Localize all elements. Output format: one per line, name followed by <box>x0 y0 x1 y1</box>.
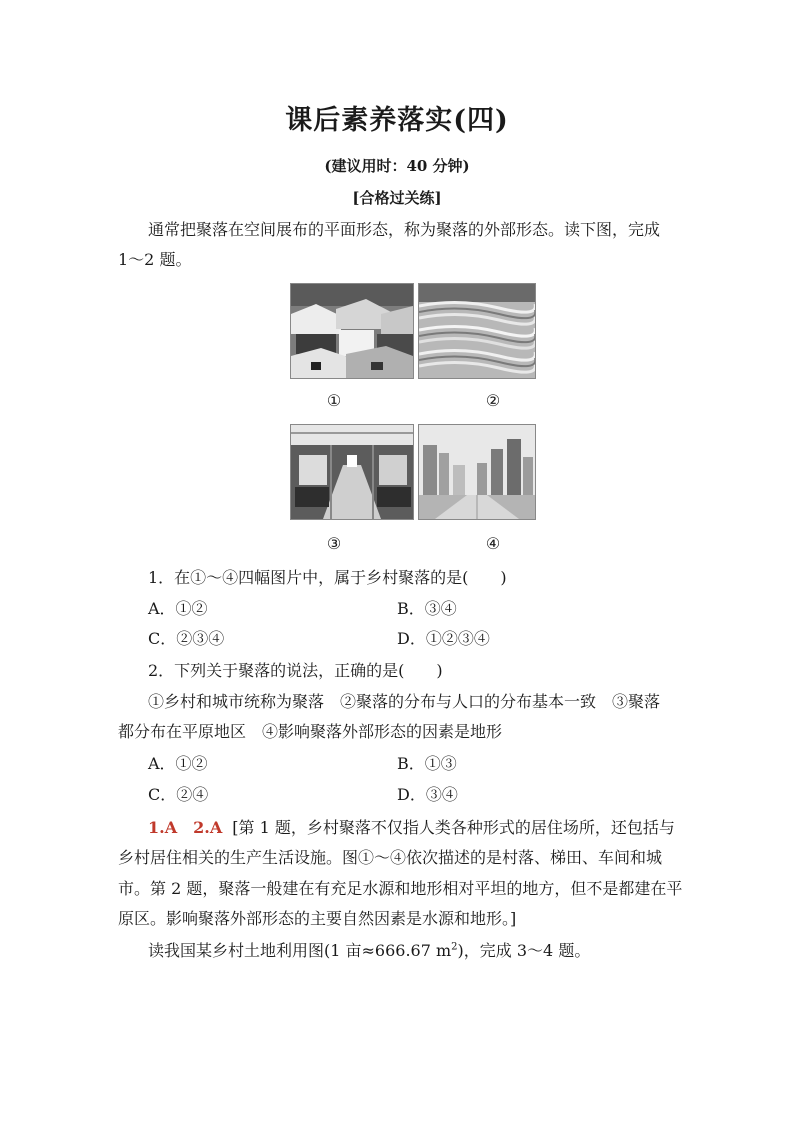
village-photo <box>290 283 414 379</box>
figure-label-2: ② <box>485 391 501 410</box>
q2-option-c: C．②④ <box>148 785 209 804</box>
answer-line1 <box>148 815 675 838</box>
page-title: 课后素养落实(四) <box>285 105 509 136</box>
question-2-stem: 2．下列关于聚落的说法，正确的是( ) <box>148 661 443 680</box>
figure-label-4: ④ <box>485 534 501 553</box>
next-intro-part1: 读我国某乡村土地利用图(1 亩≈666.67 m <box>148 941 452 960</box>
city-photo <box>418 424 536 520</box>
section-heading: [合格过关练] <box>352 189 442 207</box>
intro-text-line1: 通常把聚落在空间展布的平面形态，称为聚落的外部形态。读下图，完成 <box>148 220 661 239</box>
answer-line4: 原区。影响聚落外部形态的主要自然因素是水源和地形。] <box>118 909 517 928</box>
answer-line3: 市。第 2 题，聚落一般建在有充足水源和地形相对平坦的地方，但不是都建在平 <box>118 879 683 898</box>
q2-option-b: B．①③ <box>397 754 457 773</box>
answer-explanation-start: [第 1 题，乡村聚落不仅指人类各种形式的居住场所，还包括与 <box>232 818 675 837</box>
time-suggestion: (建议用时：40 分钟) <box>324 157 470 175</box>
q1-option-d: D．①②③④ <box>397 629 490 648</box>
q1-option-c: C．②③④ <box>148 629 225 648</box>
figure-label-3: ③ <box>326 534 342 553</box>
answer-line2: 乡村居住相关的生产生活设施。图①～④依次描述的是村落、梯田、车间和城 <box>118 848 663 867</box>
next-intro-superscript: 2 <box>451 941 458 953</box>
workshop-photo <box>290 424 414 520</box>
next-intro-text <box>148 938 590 961</box>
q1-option-b: B．③④ <box>397 599 457 618</box>
answer-key: 1.A 2.A <box>148 818 223 837</box>
intro-text-line2: 1～2 题。 <box>118 250 192 269</box>
terrace-photo <box>418 283 536 379</box>
q2-option-a: A．①② <box>148 754 208 773</box>
q2-statement-line1: ①乡村和城市统称为聚落 ②聚落的分布与人口的分布基本一致 ③聚落 <box>148 692 661 711</box>
figure-label-1: ① <box>326 391 342 410</box>
q1-option-a: A．①② <box>148 599 208 618</box>
question-1-stem: 1．在①～④四幅图片中，属于乡村聚落的是( ) <box>148 568 507 587</box>
q2-option-d: D．③④ <box>397 785 458 804</box>
next-intro-part2: )，完成 3～4 题。 <box>457 941 591 960</box>
q2-statement-line2: 都分布在平原地区 ④影响聚落外部形态的因素是地形 <box>118 722 503 741</box>
